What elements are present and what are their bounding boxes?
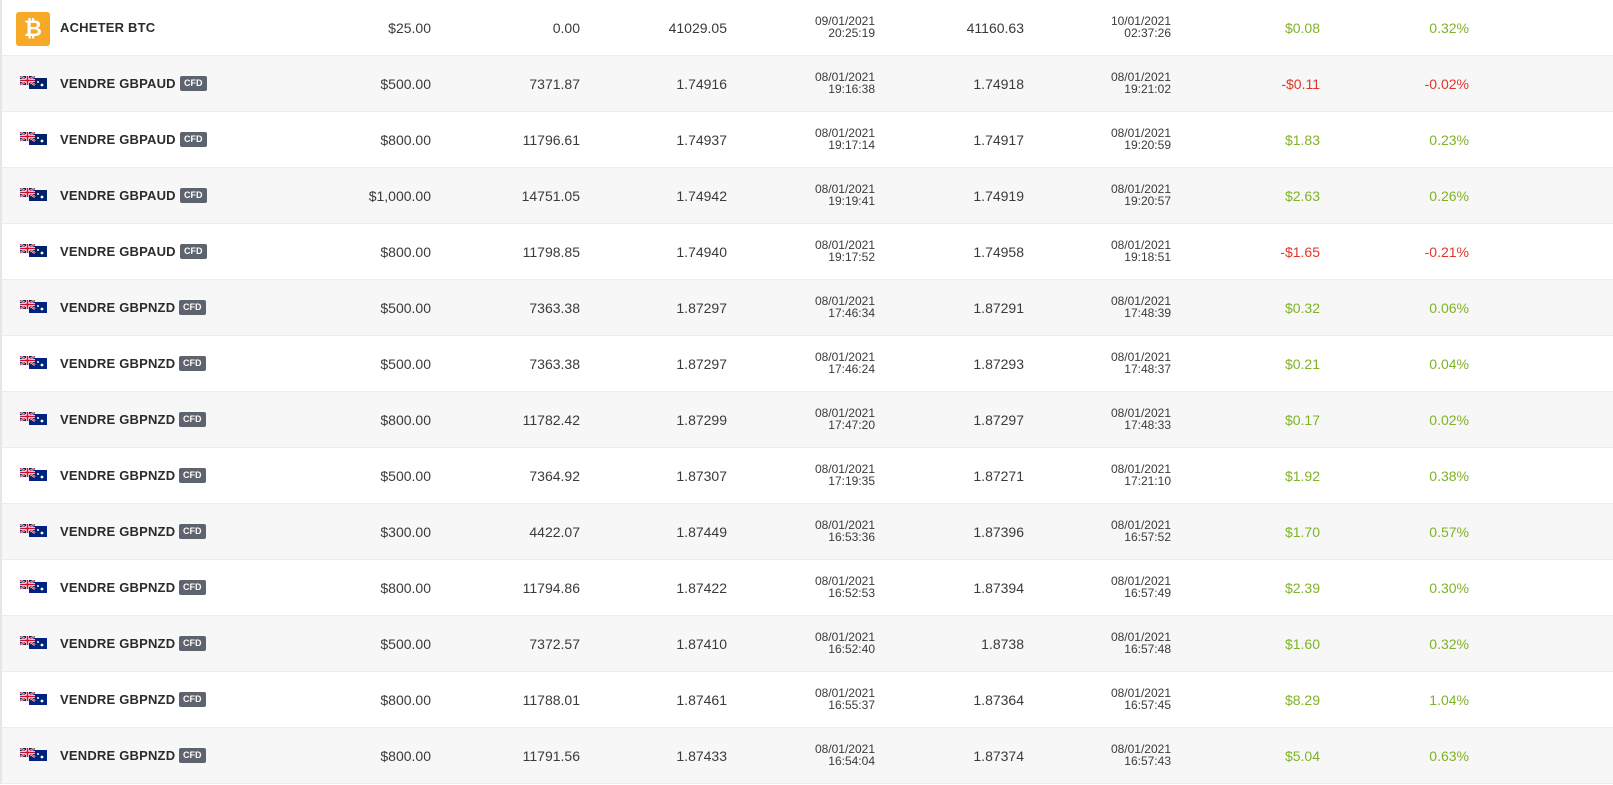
profit-loss: $2.63: [1284, 188, 1320, 204]
open-rate: 1.74940: [676, 244, 727, 260]
close-datetime: [1111, 519, 1171, 543]
close-time: 19:20:57: [1124, 194, 1171, 208]
open-date: 08/01/2021: [814, 630, 875, 644]
trade-row[interactable]: [2, 672, 1613, 728]
instrument-name[interactable]: VENDRE GBPNZD: [60, 356, 176, 371]
invested-amount: $500.00: [380, 300, 431, 316]
close-date: 08/01/2021: [1110, 406, 1171, 420]
profit-loss-percent: 1.04%: [1429, 692, 1469, 708]
close-datetime: [1111, 183, 1171, 207]
close-rate: 1.87271: [973, 468, 1024, 484]
close-datetime: [1111, 575, 1171, 599]
invested-amount: $800.00: [380, 580, 431, 596]
gbp-nzd-flag-icon: [19, 356, 49, 370]
open-rate: 1.87297: [676, 300, 727, 316]
instrument-name[interactable]: VENDRE GBPAUD: [60, 244, 176, 259]
open-datetime: [815, 183, 875, 207]
close-date: 08/01/2021: [1110, 182, 1171, 196]
invested-amount: $800.00: [380, 748, 431, 764]
close-date: 08/01/2021: [1110, 742, 1171, 756]
close-datetime: [1111, 239, 1171, 263]
trade-row[interactable]: [2, 616, 1613, 672]
instrument-name[interactable]: VENDRE GBPNZD: [60, 524, 176, 539]
trade-row[interactable]: [2, 728, 1613, 784]
trade-row[interactable]: [2, 0, 1613, 56]
close-rate: 1.87293: [973, 356, 1024, 372]
profit-loss-percent: 0.32%: [1429, 20, 1469, 36]
trade-row[interactable]: [2, 280, 1613, 336]
profit-loss: $2.39: [1284, 580, 1320, 596]
profit-loss: -$0.11: [1281, 76, 1320, 92]
units: 4422.07: [529, 524, 580, 540]
close-rate: 1.74919: [973, 188, 1024, 204]
close-time: 16:57:48: [1124, 642, 1171, 656]
open-date: 08/01/2021: [814, 238, 875, 252]
close-date: 08/01/2021: [1110, 294, 1171, 308]
cfd-badge: CFD: [179, 692, 206, 707]
instrument-name[interactable]: VENDRE GBPNZD: [60, 692, 176, 707]
profit-loss: $1.70: [1284, 524, 1320, 540]
instrument-name[interactable]: VENDRE GBPNZD: [60, 580, 176, 595]
open-rate: 1.87297: [676, 356, 727, 372]
invested-amount: $500.00: [380, 636, 431, 652]
gbp-nzd-flag-icon: [19, 748, 49, 762]
trade-row[interactable]: [2, 448, 1613, 504]
open-time: 16:53:36: [828, 530, 875, 544]
gbp-nzd-flag-icon: [19, 580, 49, 594]
close-rate: 1.74917: [973, 132, 1024, 148]
close-date: 08/01/2021: [1110, 518, 1171, 532]
cfd-badge: CFD: [179, 636, 206, 651]
instrument-name[interactable]: VENDRE GBPAUD: [60, 76, 176, 91]
units: 11782.42: [522, 412, 580, 428]
close-datetime: [1111, 295, 1171, 319]
open-date: 08/01/2021: [814, 406, 875, 420]
invested-amount: $800.00: [380, 412, 431, 428]
profit-loss: $0.17: [1284, 412, 1320, 428]
close-datetime: [1111, 71, 1171, 95]
close-datetime: [1111, 687, 1171, 711]
close-date: 10/01/2021: [1110, 14, 1171, 28]
cfd-badge: CFD: [180, 188, 207, 203]
close-rate: 1.8738: [981, 636, 1024, 652]
trade-row[interactable]: [2, 168, 1613, 224]
instrument-name[interactable]: VENDRE GBPNZD: [60, 468, 176, 483]
close-rate: 1.87297: [973, 412, 1024, 428]
units: 7363.38: [529, 356, 580, 372]
profit-loss: $1.60: [1284, 636, 1320, 652]
open-time: 17:46:24: [828, 362, 875, 376]
close-date: 08/01/2021: [1110, 350, 1171, 364]
open-rate: 1.87299: [676, 412, 727, 428]
units: 11788.01: [522, 692, 580, 708]
cfd-badge: CFD: [179, 300, 206, 315]
invested-amount: $800.00: [380, 244, 431, 260]
instrument-name[interactable]: VENDRE GBPNZD: [60, 300, 176, 315]
open-datetime: [815, 407, 875, 431]
open-datetime: [815, 351, 875, 375]
open-rate: 1.87461: [676, 692, 727, 708]
cfd-badge: CFD: [180, 132, 207, 147]
invested-amount: $500.00: [380, 468, 431, 484]
close-date: 08/01/2021: [1110, 238, 1171, 252]
close-time: 17:48:39: [1124, 306, 1171, 320]
open-time: 19:17:14: [828, 138, 875, 152]
instrument-name[interactable]: VENDRE GBPNZD: [60, 412, 176, 427]
gbp-aud-flag-icon: [19, 244, 49, 258]
units: 11794.86: [522, 580, 580, 596]
open-rate: 41029.05: [668, 20, 727, 36]
profit-loss-percent: 0.32%: [1429, 636, 1469, 652]
open-date: 08/01/2021: [814, 742, 875, 756]
open-datetime: [815, 15, 875, 39]
open-rate: 1.87449: [676, 524, 727, 540]
open-time: 17:46:34: [828, 306, 875, 320]
close-datetime: [1111, 407, 1171, 431]
trade-row[interactable]: [2, 112, 1613, 168]
units: 11798.85: [522, 244, 580, 260]
open-datetime: [815, 743, 875, 767]
open-date: 08/01/2021: [814, 350, 875, 364]
gbp-nzd-flag-icon: [19, 692, 49, 706]
invested-amount: $500.00: [380, 76, 431, 92]
cfd-badge: CFD: [180, 244, 207, 259]
open-time: 16:54:04: [828, 754, 875, 768]
units: 7363.38: [529, 300, 580, 316]
profit-loss-percent: 0.04%: [1429, 356, 1469, 372]
invested-amount: $25.00: [388, 20, 431, 36]
profit-loss: -$1.65: [1280, 244, 1320, 260]
close-datetime: [1111, 15, 1171, 39]
open-date: 08/01/2021: [814, 686, 875, 700]
gbp-aud-flag-icon: [19, 132, 49, 146]
open-time: 19:19:41: [828, 194, 875, 208]
open-date: 08/01/2021: [814, 574, 875, 588]
profit-loss-percent: 0.30%: [1429, 580, 1469, 596]
close-time: 16:57:49: [1124, 586, 1171, 600]
instrument-name[interactable]: VENDRE GBPNZD: [60, 748, 176, 763]
cfd-badge: CFD: [180, 76, 207, 91]
open-date: 08/01/2021: [814, 182, 875, 196]
invested-amount: $300.00: [380, 524, 431, 540]
profit-loss-percent: -0.02%: [1424, 76, 1469, 92]
close-time: 16:57:52: [1124, 530, 1171, 544]
profit-loss-percent: 0.38%: [1429, 468, 1469, 484]
instrument-name[interactable]: ACHETER BTC: [60, 20, 156, 35]
cfd-badge: CFD: [179, 356, 206, 371]
profit-loss: $1.83: [1284, 132, 1320, 148]
open-rate: 1.87422: [676, 580, 727, 596]
close-time: 17:48:37: [1124, 362, 1171, 376]
profit-loss: $0.08: [1284, 20, 1320, 36]
cfd-badge: CFD: [179, 748, 206, 763]
close-rate: 41160.63: [966, 20, 1024, 36]
open-time: 16:52:40: [828, 642, 875, 656]
close-date: 08/01/2021: [1110, 686, 1171, 700]
profit-loss-percent: 0.57%: [1429, 524, 1469, 540]
close-date: 08/01/2021: [1110, 574, 1171, 588]
open-time: 17:19:35: [828, 474, 875, 488]
close-datetime: [1111, 463, 1171, 487]
units: 14751.05: [521, 188, 580, 204]
units: 7371.87: [529, 76, 580, 92]
close-date: 08/01/2021: [1110, 126, 1171, 140]
units: 11791.56: [522, 748, 580, 764]
open-rate: 1.74916: [676, 76, 727, 92]
open-datetime: [815, 127, 875, 151]
close-datetime: [1111, 351, 1171, 375]
invested-amount: $800.00: [380, 692, 431, 708]
close-rate: 1.87291: [973, 300, 1024, 316]
gbp-nzd-flag-icon: [19, 636, 49, 650]
instrument-name[interactable]: VENDRE GBPAUD: [60, 132, 176, 147]
profit-loss-percent: 0.02%: [1429, 412, 1469, 428]
open-datetime: [815, 295, 875, 319]
instrument-name[interactable]: VENDRE GBPAUD: [60, 188, 176, 203]
bitcoin-icon: ₿: [16, 12, 50, 46]
open-datetime: [815, 687, 875, 711]
open-rate: 1.87410: [676, 636, 727, 652]
close-date: 08/01/2021: [1110, 630, 1171, 644]
close-datetime: [1111, 127, 1171, 151]
close-time: 17:48:33: [1124, 418, 1171, 432]
open-time: 19:17:52: [828, 250, 875, 264]
close-time: 16:57:43: [1124, 754, 1171, 768]
open-date: 08/01/2021: [814, 294, 875, 308]
units: 7364.92: [529, 468, 580, 484]
open-date: 09/01/2021: [814, 14, 875, 28]
profit-loss-percent: 0.26%: [1429, 188, 1469, 204]
units: 0.00: [552, 20, 580, 36]
close-date: 08/01/2021: [1110, 70, 1171, 84]
open-datetime: [815, 71, 875, 95]
profit-loss-percent: 0.23%: [1429, 132, 1469, 148]
close-time: 02:37:26: [1124, 26, 1171, 40]
gbp-nzd-flag-icon: [19, 300, 49, 314]
open-datetime: [815, 239, 875, 263]
invested-amount: $1,000.00: [368, 188, 431, 204]
close-rate: 1.74918: [973, 76, 1024, 92]
profit-loss-percent: 0.63%: [1429, 748, 1469, 764]
close-time: 19:20:59: [1124, 138, 1171, 152]
close-rate: 1.87364: [973, 692, 1024, 708]
close-rate: 1.87396: [973, 524, 1024, 540]
close-rate: 1.87394: [973, 580, 1024, 596]
open-date: 08/01/2021: [814, 518, 875, 532]
invested-amount: $500.00: [380, 356, 431, 372]
gbp-aud-flag-icon: [19, 76, 49, 90]
cfd-badge: CFD: [179, 524, 206, 539]
open-time: 20:25:19: [828, 26, 875, 40]
profit-loss-percent: -0.21%: [1424, 244, 1469, 260]
units: 7372.57: [529, 636, 580, 652]
gbp-nzd-flag-icon: [19, 412, 49, 426]
open-time: 16:55:37: [828, 698, 875, 712]
profit-loss: $8.29: [1284, 692, 1320, 708]
open-datetime: [815, 519, 875, 543]
open-date: 08/01/2021: [814, 462, 875, 476]
close-time: 19:18:51: [1124, 250, 1171, 264]
cfd-badge: CFD: [179, 580, 206, 595]
cfd-badge: CFD: [179, 412, 206, 427]
close-rate: 1.74958: [973, 244, 1024, 260]
open-datetime: [815, 575, 875, 599]
open-time: 19:16:38: [828, 82, 875, 96]
open-date: 08/01/2021: [814, 126, 875, 140]
profit-loss: $0.32: [1284, 300, 1320, 316]
open-rate: 1.74942: [676, 188, 727, 204]
trade-row[interactable]: [2, 336, 1613, 392]
open-rate: 1.74937: [676, 132, 727, 148]
close-date: 08/01/2021: [1110, 462, 1171, 476]
profit-loss-percent: 0.06%: [1429, 300, 1469, 316]
trade-row[interactable]: [2, 224, 1613, 280]
open-time: 17:47:20: [828, 418, 875, 432]
gbp-nzd-flag-icon: [19, 468, 49, 482]
gbp-nzd-flag-icon: [19, 524, 49, 538]
open-date: 08/01/2021: [814, 70, 875, 84]
open-time: 16:52:53: [828, 586, 875, 600]
open-rate: 1.87307: [676, 468, 727, 484]
trade-row[interactable]: [2, 392, 1613, 448]
open-datetime: [815, 631, 875, 655]
invested-amount: $800.00: [380, 132, 431, 148]
close-time: 19:21:02: [1124, 82, 1171, 96]
trade-row[interactable]: [2, 560, 1613, 616]
open-rate: 1.87433: [676, 748, 727, 764]
close-datetime: [1111, 631, 1171, 655]
profit-loss: $0.21: [1284, 356, 1320, 372]
trade-row[interactable]: [2, 504, 1613, 560]
profit-loss: $5.04: [1284, 748, 1320, 764]
open-datetime: [815, 463, 875, 487]
close-datetime: [1111, 743, 1171, 767]
gbp-aud-flag-icon: [19, 188, 49, 202]
close-time: 17:21:10: [1124, 474, 1171, 488]
close-rate: 1.87374: [973, 748, 1024, 764]
cfd-badge: CFD: [179, 468, 206, 483]
instrument-name[interactable]: VENDRE GBPNZD: [60, 636, 176, 651]
close-time: 16:57:45: [1124, 698, 1171, 712]
trade-row[interactable]: [2, 56, 1613, 112]
units: 11796.61: [522, 132, 580, 148]
profit-loss: $1.92: [1284, 468, 1320, 484]
